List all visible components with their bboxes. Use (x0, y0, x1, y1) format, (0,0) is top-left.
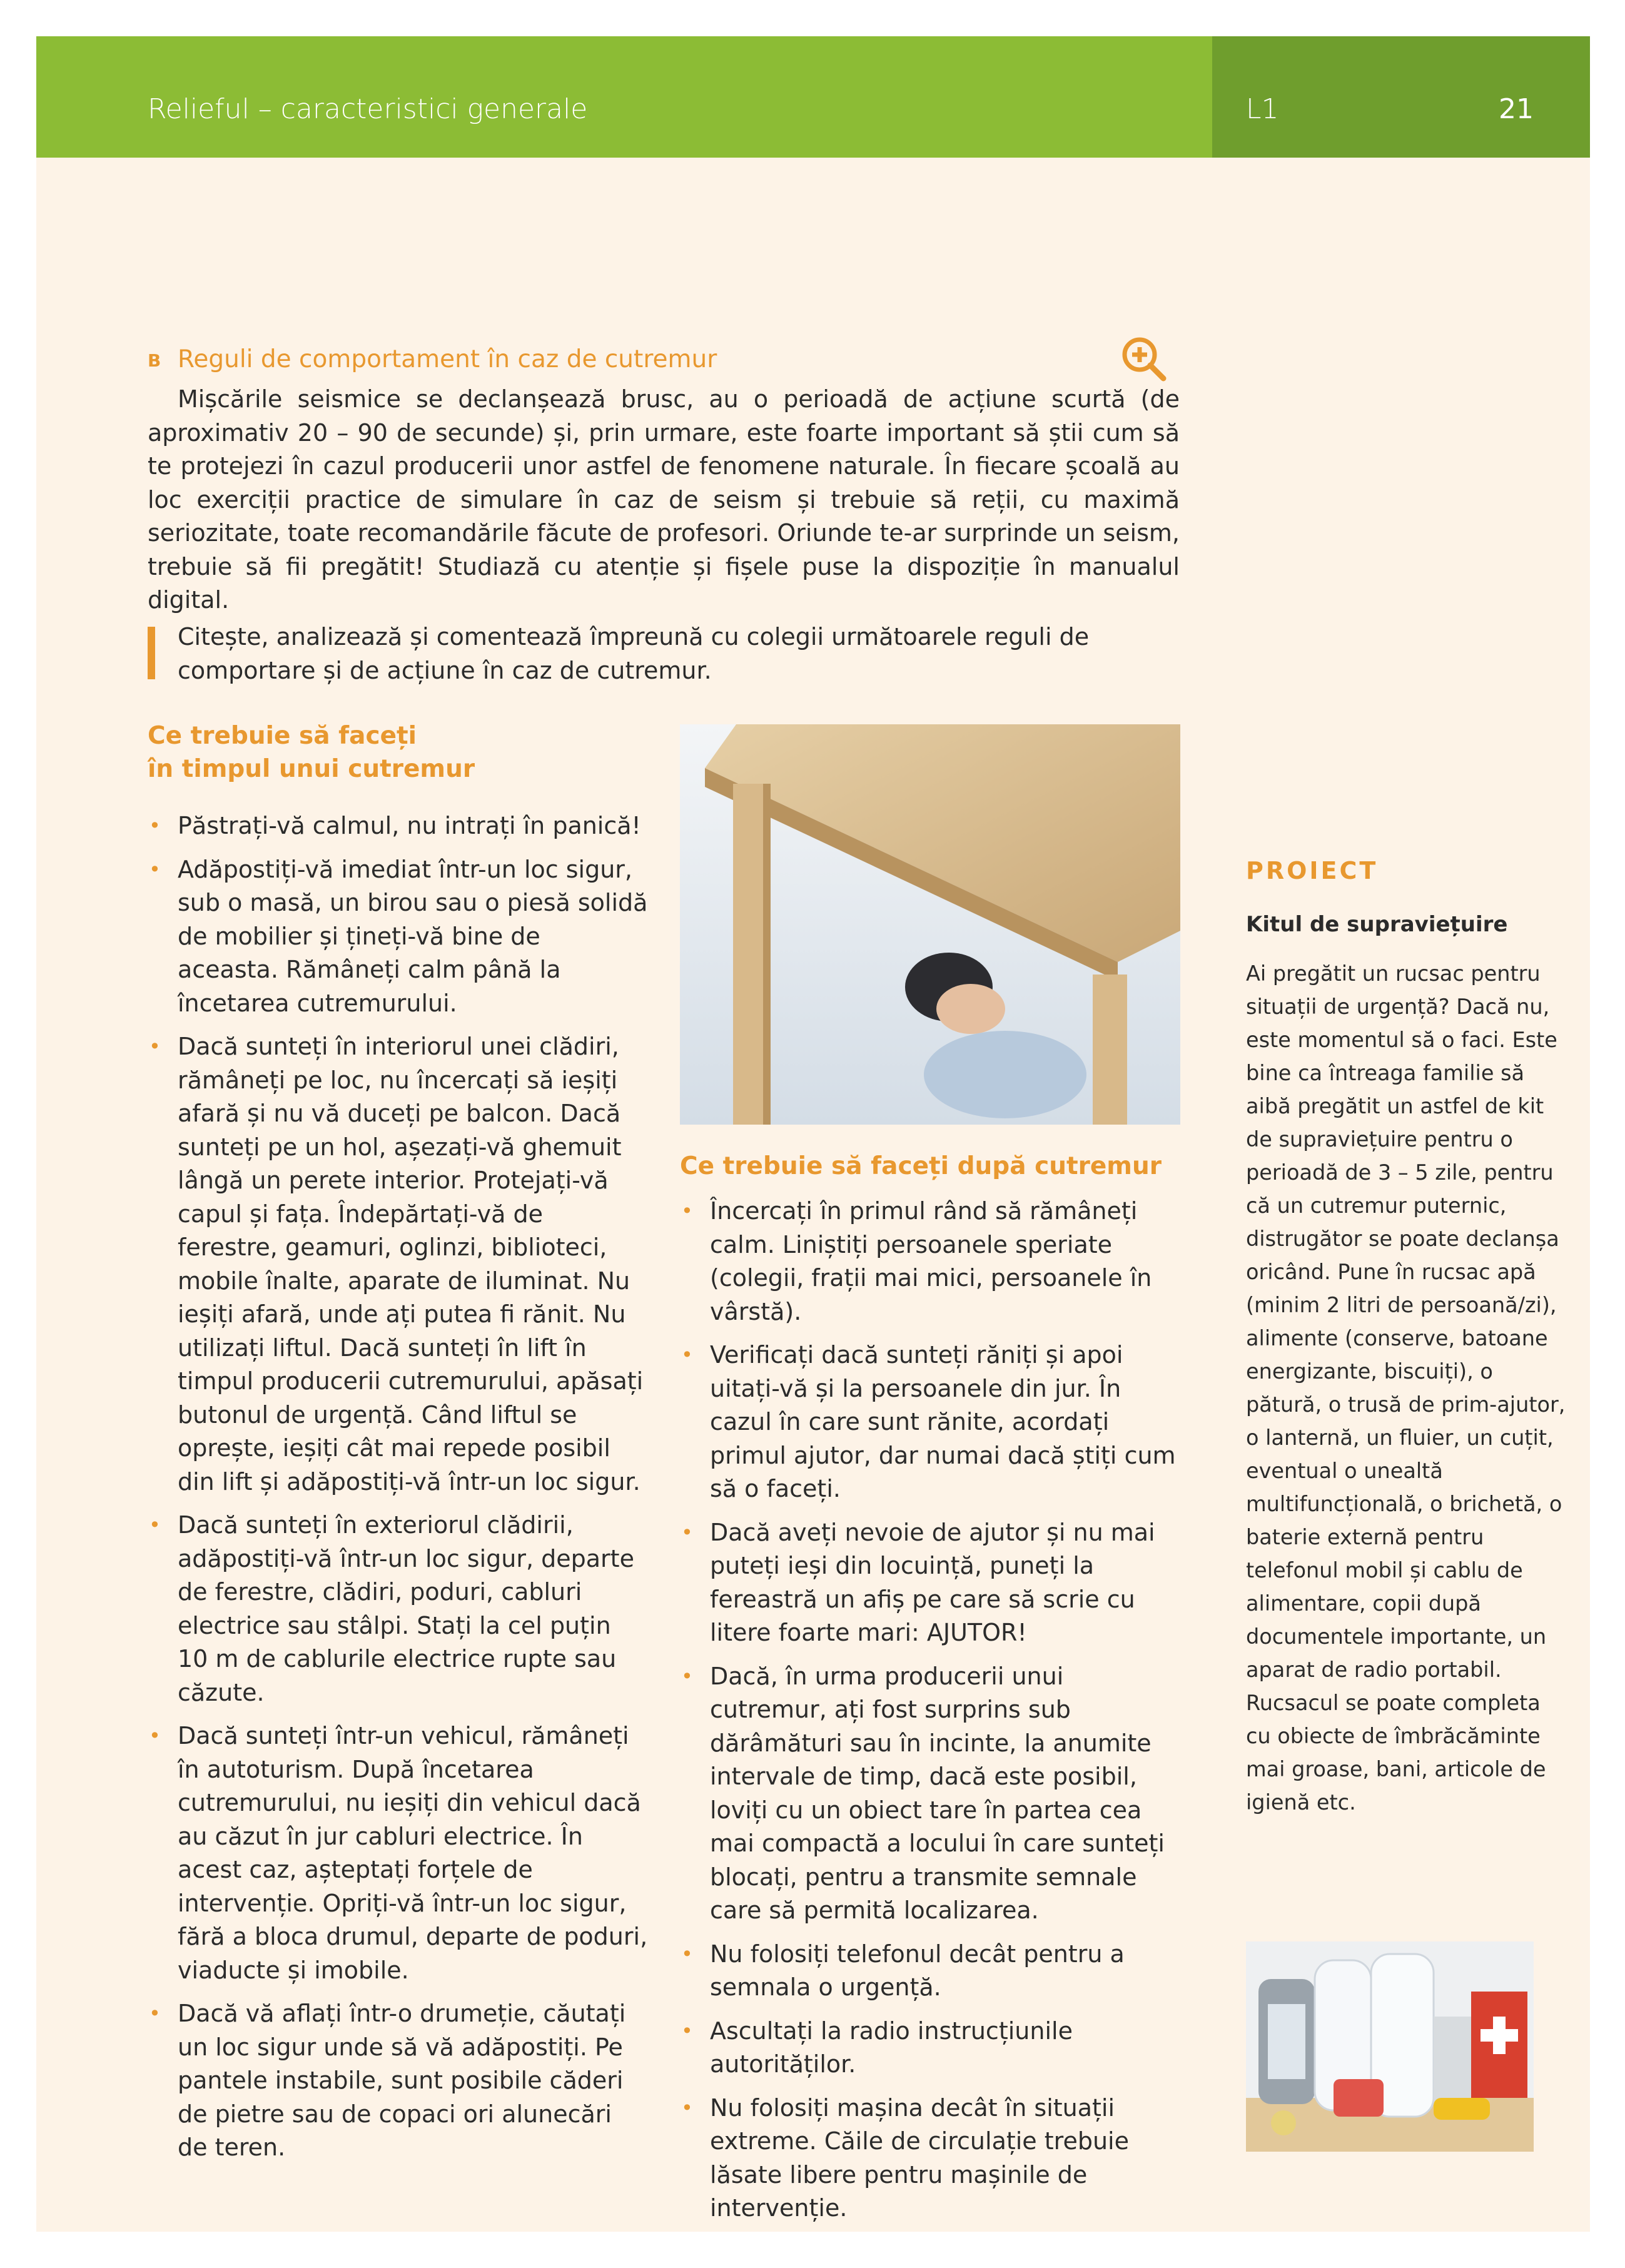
callout-instruction: Citește, analizează și comentează împreună cu colegii următoarele reguli de comportare și de acțiune în caz de cutremur. (178, 623, 1090, 684)
survival-kit-photo (1246, 1941, 1534, 2152)
zoom-in-icon[interactable] (1118, 333, 1168, 383)
during-list (148, 809, 648, 2175)
list-item: • Ascultați la radio instrucțiunile autorităților. (681, 2017, 1073, 2078)
earthquake-photo (680, 724, 1180, 1125)
project-title: Kitul de supraviețuire (1246, 912, 1508, 937)
during-heading (148, 719, 475, 786)
list-item: • Dacă, în urma producerii unui cutremur, ați fost surprins sub dărâmături sau în incinte, la anumite intervale de timp, dacă este posibil, loviți cu un obiect tare în partea cea mai compactă a locului în care sunteți blocați, pentru a transmite semnale care să permită localizarea. (681, 1662, 1165, 1924)
project-label: PROIECT (1246, 857, 1379, 884)
during-heading-line1: Ce trebuie să faceți (148, 722, 417, 750)
callout-marker (148, 627, 155, 679)
list-item: • Nu folosiți telefonul decât pentru a semnala o urgență. (681, 1940, 1125, 2001)
list-item: • Dacă vă aflați într-o drumeție, căutați un loc sigur unde să vă adăpostiți. Pe pantele instabile, sunt posibile căderi de pietre sau de copaci ori alunecări de teren. (149, 2000, 626, 2161)
during-heading-line2: în timpul unui cutremur (148, 755, 475, 783)
section-letter: B (148, 350, 161, 371)
section-title: Reguli de comportament în caz de cutremur (178, 345, 717, 373)
page-number: 21 (1499, 93, 1534, 125)
chapter-title: Relieful – caracteristici generale (148, 93, 588, 125)
lesson-label: L1 (1246, 93, 1279, 125)
after-list (680, 1195, 1180, 2235)
intro-paragraph: Mișcările seismice se declanșează brusc, au o perioadă de acțiune scurtă (de aproximativ 20 – 90 de secunde) și, prin urmare, este foarte important să știi cum să te protejezi în cazul producerii unor astfel de fenomene naturale. În fiecare școală au loc exerciții practice de simulare în caz de seism și trebuie să reții, cu maximă seriozitate, toate recomandările făcute de profesori. Oriunde te-ar surprinde un seism, trebuie să fii pregătit! Studiază cu atenție și fișele puse la dispoziție în manualul digital. (148, 385, 1180, 614)
list-item: • Dacă sunteți într-un vehicul, rămâneți în autoturism. După încetarea cutremurului, nu ieșiți din vehicul dacă au căzut în jur cabluri electrice. În acest caz, așteptați forțele de intervenție. Opriți-vă într-un loc sigur, fără a bloca drumul, departe de poduri, viaducte și imobile. (149, 1722, 648, 1984)
list-item: • Verificați dacă sunteți răniți și apoi uitați-vă și la persoanele din jur. În cazul în care sunt rănite, acordați primul ajutor, dar numai dacă știți cum să o faceți. (681, 1341, 1176, 1502)
list-item: • Dacă sunteți în interiorul unei clădiri, rămâneți pe loc, nu încercați să ieșiți afară și nu vă duceți pe balcon. Dacă sunteți pe un hol, așezați-vă ghemuit lângă un perete interior. Protejați-vă capul și fața. Îndepărtați-vă de ferestre, geamuri, oglinzi, biblioteci, mobile înalte, aparate de iluminat. Nu ieșiți afară, unde ați putea fi rănit. Nu utilizați liftul. Dacă sunteți în lift în timpul producerii cutremurului, apăsați butonul de urgență. Când liftul se oprește, ieșiți cât mai repede posibil din lift și adăpostiți-vă într-un loc sigur. (149, 1033, 644, 1496)
list-item: • Nu folosiți mașina decât în situații extreme. Căile de circulație trebuie lăsate libere pentru mașinile de intervenție. (681, 2093, 1129, 2222)
after-heading: Ce trebuie să faceți după cutremur (680, 1152, 1162, 1180)
list-item: • Adăpostiți-vă imediat într-un loc sigur, sub o masă, un birou sau o piesă solidă de mobilier și țineți-vă bine de aceasta. Rămâneți calm până la încetarea cutremurului. (149, 855, 648, 1017)
list-item: • Păstrați-vă calmul, nu intrați în panică! (149, 812, 641, 839)
project-text: Ai pregătit un rucsac pentru situații de urgență? Dacă nu, este momentul să o faci. Este bine ca întreaga familie să aibă pregătit un astfel de kit de supraviețuire pentru o perioadă de 3 – 5 zile, pentru că un cutremur puternic, distrugător se poate declanșa oricând. Pune în rucsac apă (minim 2 litri de persoană/zi), alimente (conserve, batoane energizante, biscuiți), o pătură, o trusă de prim-ajutor, o lanternă, un fluier, un cuțit, eventual o unealtă multifuncțională, o brichetă, o baterie externă pentru telefonul mobil și cablu de alimentare, copii după documentele importante, un aparat de radio portabil. Rucsacul se poate completa cu obiecte de îmbrăcăminte mai groase, bani, articole de igienă etc. (1246, 961, 1566, 1815)
list-item: • Încercați în primul rând să rămâneți calm. Liniștiți persoanele speriate (colegii, frații mai mici, persoanele în vârstă). (681, 1197, 1152, 1325)
list-item: • Dacă sunteți în exteriorul clădirii, adăpostiți-vă într-un loc sigur, departe de ferestre, clădiri, poduri, cabluri electrice sau stâlpi. Stați la cel puțin 10 m de cablurile electrice rupte sau căzute. (149, 1511, 634, 1706)
list-item: • Dacă aveți nevoie de ajutor și nu mai puteți ieși din locuință, puneți la fereastră un afiș pe care să scrie cu litere foarte mari: AJUTOR! (681, 1518, 1155, 1646)
